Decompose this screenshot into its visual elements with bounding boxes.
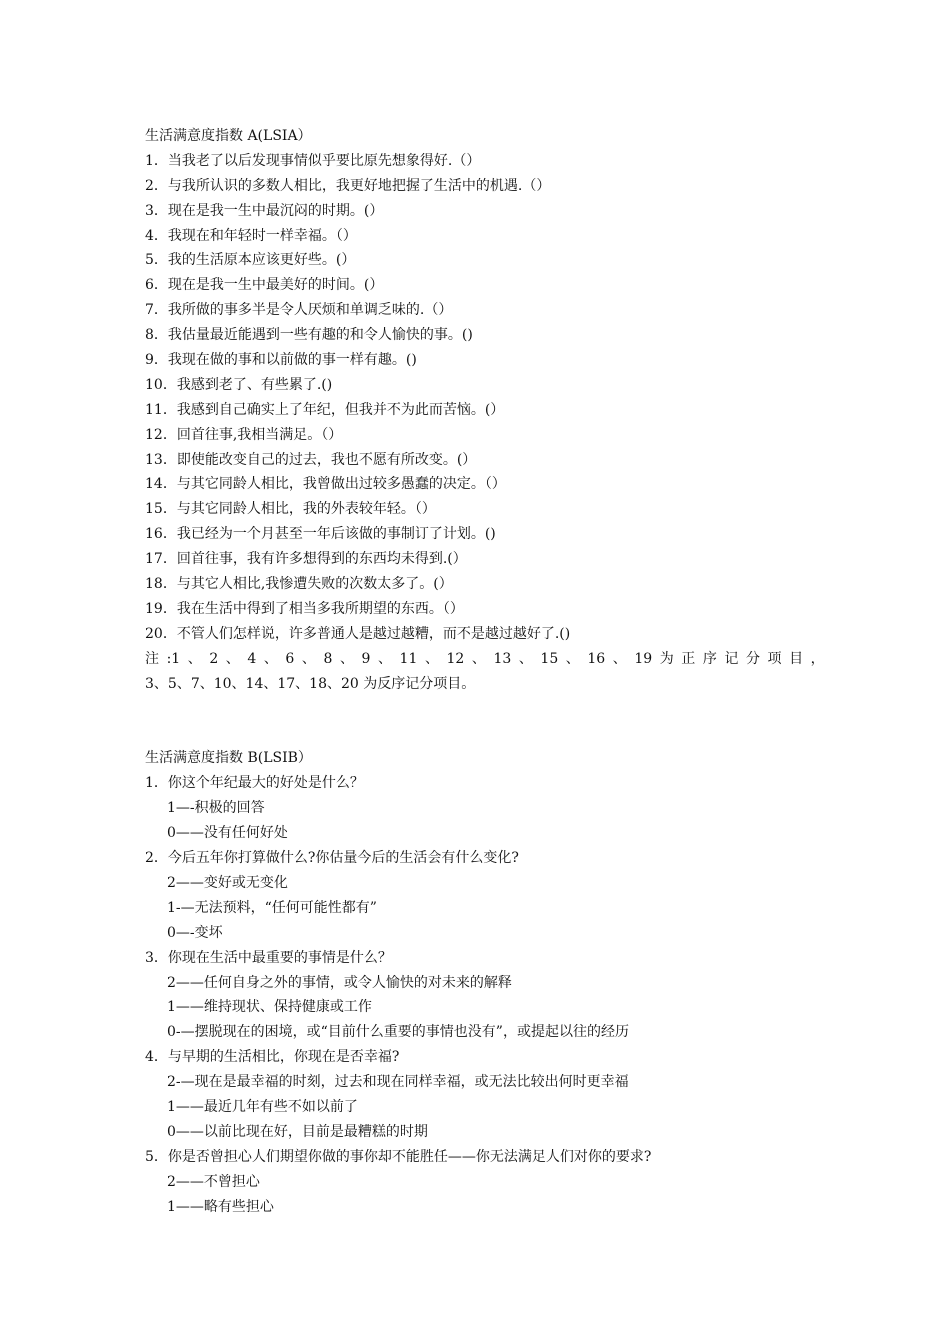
note-token: :1 xyxy=(166,650,181,667)
note-token: 分 xyxy=(745,650,760,667)
note-token: 序 xyxy=(702,650,717,667)
note-token: 15 xyxy=(540,650,559,667)
section-b-title: 生活满意度指数 B(LSIB） xyxy=(145,750,312,767)
note-token: 2 xyxy=(209,650,219,667)
note-token: 、 xyxy=(339,650,354,667)
note-token: 19 xyxy=(634,650,653,667)
section-spacer xyxy=(145,696,825,746)
note-token: 、 xyxy=(471,650,486,667)
section-a-item: 14．与其它同龄人相比，我曾做出过较多愚蠢的决定。（） xyxy=(145,476,506,493)
section-b-option: 0-—摆脱现在的困境，或“目前什么重要的事情也没有”，或提起以往的经历 xyxy=(167,1024,629,1041)
section-a-item: 4．我现在和年轻时一样幸福。（） xyxy=(145,227,357,244)
section-a-item: 17．回首往事，我有许多想得到的东西均未得到.(） xyxy=(145,551,467,568)
section-a-item: 13．即使能改变自己的过去，我也不愿有所改变。(） xyxy=(145,451,477,468)
note-token: 为 xyxy=(659,650,674,667)
section-b-option: 2——任何自身之外的事情，或令人愉快的对未来的解释 xyxy=(167,974,512,991)
section-a-note-line1 xyxy=(145,647,825,672)
section-a-item: 19．我在生活中得到了相当多我所期望的东西。（） xyxy=(145,600,464,617)
section-a-item-list xyxy=(145,149,825,647)
note-token: 注 xyxy=(145,650,159,667)
section-a-item: 7．我所做的事多半是令人厌烦和单调乏味的.（） xyxy=(145,302,453,319)
note-token: 6 xyxy=(285,650,295,667)
note-token: 、 xyxy=(187,650,202,667)
note-token: 11 xyxy=(399,650,418,667)
note-token: 、 xyxy=(565,650,580,667)
section-a-item: 6．现在是我一生中最美好的时间。(） xyxy=(145,277,384,294)
section-b-question-list xyxy=(145,771,825,1219)
section-a-note-line2: 3、5、7、10、14、17、18、20 为反序记分项目。 xyxy=(145,675,476,692)
note-token: 、 xyxy=(424,650,439,667)
note-token: 、 xyxy=(377,650,392,667)
section-a-title: 生活满意度指数 A(LSIA） xyxy=(145,128,312,144)
section-b-option: 2-—现在是最幸福的时刻，过去和现在同样幸福，或无法比较出何时更幸福 xyxy=(167,1074,629,1091)
section-b-question: 2．今后五年你打算做什么?你估量今后的生活会有什么变化? xyxy=(145,850,519,867)
section-b-option: 1——略有些担心 xyxy=(167,1198,274,1215)
section-a-item: 8．我估量最近能遇到一些有趣的和令人愉快的事。() xyxy=(145,327,473,344)
section-b-question: 1．你这个年纪最大的好处是什么？ xyxy=(145,775,364,792)
section-b-question: 5．你是否曾担心人们期望你做的事你却不能胜任——你无法满足人们对你的要求? xyxy=(145,1148,652,1165)
note-token: ， xyxy=(810,650,825,667)
section-a-item: 15．与其它同龄人相比，我的外表较年轻。（） xyxy=(145,501,436,518)
section-b-option: 1——最近几年有些不如以前了 xyxy=(167,1098,358,1115)
section-b-question: 4．与早期的生活相比，你现在是否幸福? xyxy=(145,1049,400,1066)
section-b-option: 1——维持现状、保持健康或工作 xyxy=(167,999,372,1016)
section-b-question: 3．你现在生活中最重要的事情是什么？ xyxy=(145,949,392,966)
note-token: 、 xyxy=(225,650,240,667)
section-b-option: 2——不曾担心 xyxy=(167,1173,260,1190)
note-token: 正 xyxy=(681,650,696,667)
note-token: 16 xyxy=(587,650,606,667)
section-a-item: 3．现在是我一生中最沉闷的时期。(） xyxy=(145,202,384,219)
section-b-option: 0——没有任何好处 xyxy=(167,825,288,842)
section-b-option: 1-—无法预料，“任何可能性都有” xyxy=(167,899,377,916)
section-a-item: 10．我感到老了、有些累了.() xyxy=(145,376,333,393)
section-b-option: 0——以前比现在好，目前是最糟糕的时期 xyxy=(167,1123,428,1140)
note-token: 、 xyxy=(518,650,533,667)
section-a-item: 12．回首往事,我相当满足。（） xyxy=(145,426,343,443)
section-a-item: 1．当我老了以后发现事情似乎要比原先想象得好.（） xyxy=(145,152,481,169)
section-a-item: 18．与其它人相比,我惨遭失败的次数太多了。(） xyxy=(145,576,453,593)
note-token: 目 xyxy=(789,650,804,667)
section-b-option: 1—-积极的回答 xyxy=(167,800,265,817)
note-token: 、 xyxy=(263,650,278,667)
section-a-item: 20．不管人们怎样说，许多普通人是越过越糟，而不是越过越好了.() xyxy=(145,625,571,642)
section-b-option: 0—-变坏 xyxy=(167,924,223,941)
section-a-item: 5．我的生活原本应该更好些。(） xyxy=(145,252,356,269)
document-page xyxy=(145,124,825,1219)
note-token: 、 xyxy=(301,650,316,667)
note-token: 13 xyxy=(493,650,512,667)
note-token: 9 xyxy=(361,650,371,667)
note-token: 、 xyxy=(612,650,627,667)
note-token: 4 xyxy=(247,650,257,667)
note-token: 记 xyxy=(724,650,739,667)
section-b-option: 2——变好或无变化 xyxy=(167,874,288,891)
note-token: 8 xyxy=(323,650,333,667)
note-token: 项 xyxy=(767,650,782,667)
section-a-item: 9．我现在做的事和以前做的事一样有趣。() xyxy=(145,352,417,369)
section-a-item: 16．我已经为一个月甚至一年后该做的事制订了计划。() xyxy=(145,526,496,543)
section-a-item: 11．我感到自己确实上了年纪，但我并不为此而苦恼。(） xyxy=(145,401,505,418)
section-a-item: 2．与我所认识的多数人相比，我更好地把握了生活中的机遇.（） xyxy=(145,177,551,194)
note-token: 12 xyxy=(446,650,465,667)
